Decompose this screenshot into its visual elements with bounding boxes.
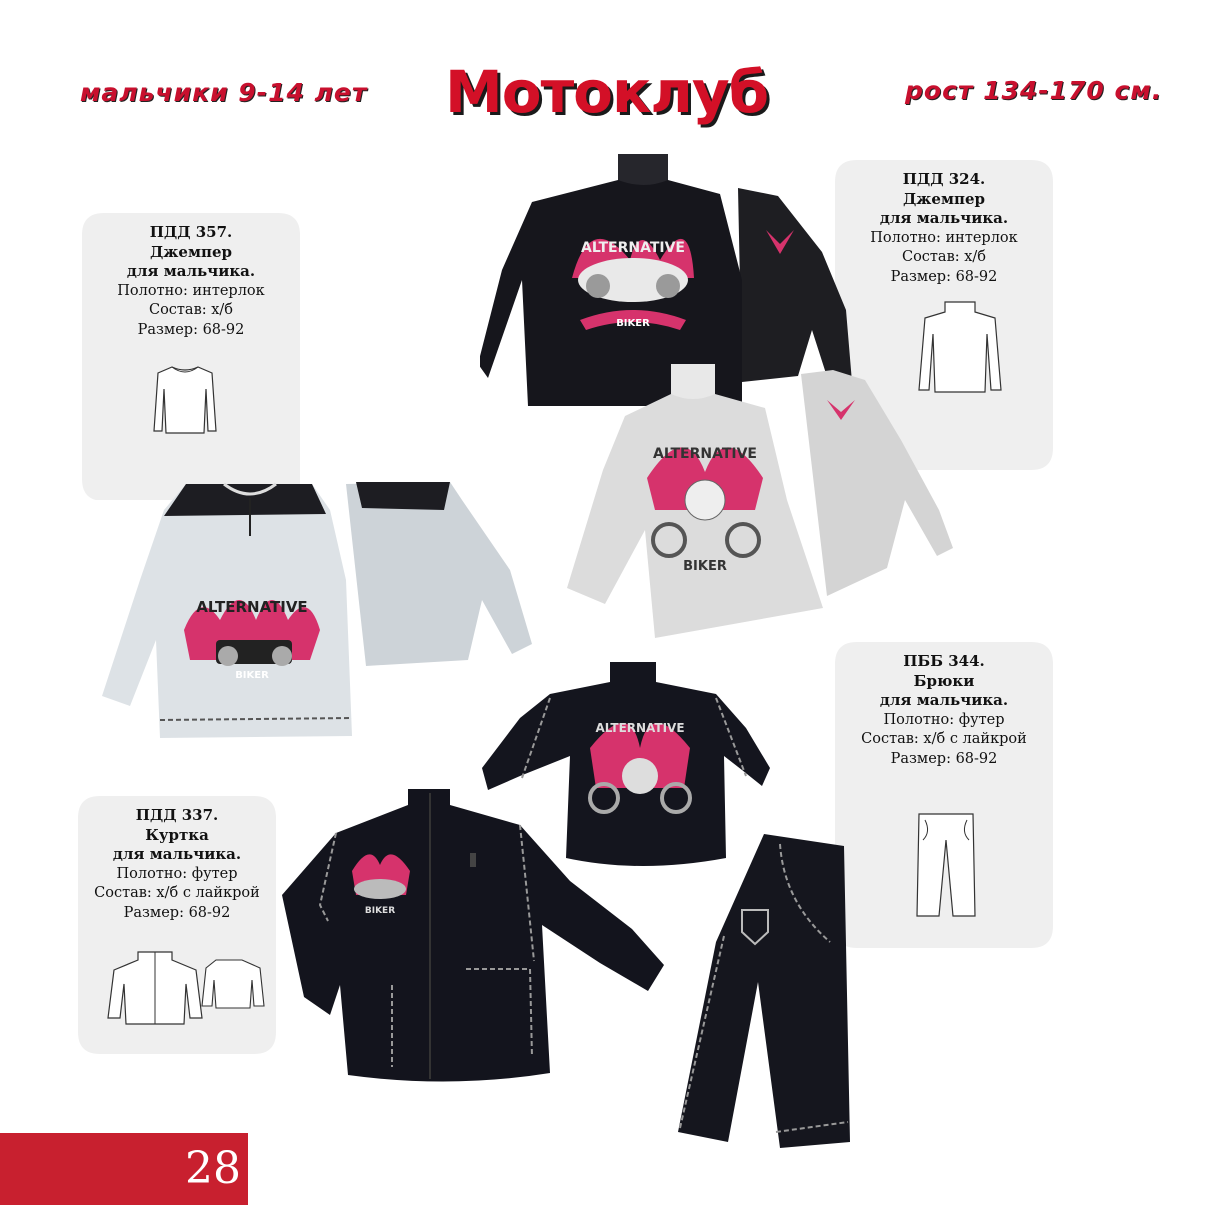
print-biker: BIKER <box>235 670 269 681</box>
print-alternative: ALTERNATIVE <box>581 240 685 256</box>
product-name: Брюки <box>913 671 975 690</box>
print-alternative: ALTERNATIVE <box>653 446 757 462</box>
print-biker: BIKER <box>364 906 396 916</box>
product-target: для мальчика. <box>879 209 1009 227</box>
product-name: Джемпер <box>149 242 233 261</box>
product-fabric: Полотно: футер <box>116 865 238 882</box>
product-size: Размер: 68-92 <box>890 268 998 285</box>
product-card-344 <box>835 642 1053 948</box>
product-size: Размер: 68-92 <box>123 904 231 921</box>
jacket-sketch-icon <box>92 946 268 1028</box>
product-code: ПББ 344. <box>903 652 985 670</box>
height-range-label: рост 134-170 см. <box>905 76 1163 105</box>
product-card-357 <box>82 213 300 500</box>
print-alternative: ALTERNATIVE <box>196 598 308 616</box>
product-target: для мальчика. <box>112 845 242 863</box>
product-fabric: Полотно: интерлок <box>117 282 265 299</box>
product-name: Джемпер <box>902 189 986 208</box>
product-size: Размер: 68-92 <box>137 321 245 338</box>
audience-label: мальчики 9-14 лет <box>80 78 368 107</box>
product-card-337 <box>78 796 276 1054</box>
jumper-sketch-icon <box>150 363 220 438</box>
raglan-jumper-photo <box>100 470 540 740</box>
product-target: для мальчика. <box>126 262 256 280</box>
product-fabric: Полотно: футер <box>883 711 1005 728</box>
page-number-block <box>0 1133 248 1205</box>
product-composition: Состав: х/б с лайкрой <box>861 731 1027 747</box>
print-biker: BIKER <box>683 559 727 574</box>
product-composition: Состав: х/б с лайкрой <box>94 885 260 901</box>
page-number: 28 <box>185 1143 241 1194</box>
product-size: Размер: 68-92 <box>890 750 998 767</box>
trousers-photo <box>676 832 856 1162</box>
product-code: ПДД 357. <box>149 223 233 241</box>
product-composition: Состав: х/б <box>148 302 234 318</box>
jacket-front-photo <box>280 785 670 1090</box>
product-fabric: Полотно: интерлок <box>870 229 1018 246</box>
print-biker: BIKER <box>616 318 650 329</box>
trousers-sketch-icon <box>913 810 979 920</box>
light-turtleneck-photo <box>565 360 985 640</box>
product-name: Куртка <box>145 825 209 844</box>
product-code: ПДД 337. <box>135 806 219 824</box>
product-code: ПДД 324. <box>902 170 986 188</box>
product-composition: Состав: х/б <box>901 249 987 265</box>
page-title: Мотоклуб <box>445 58 769 126</box>
product-target: для мальчика. <box>879 691 1009 709</box>
print-alternative: ALTERNATIVE <box>595 721 685 735</box>
